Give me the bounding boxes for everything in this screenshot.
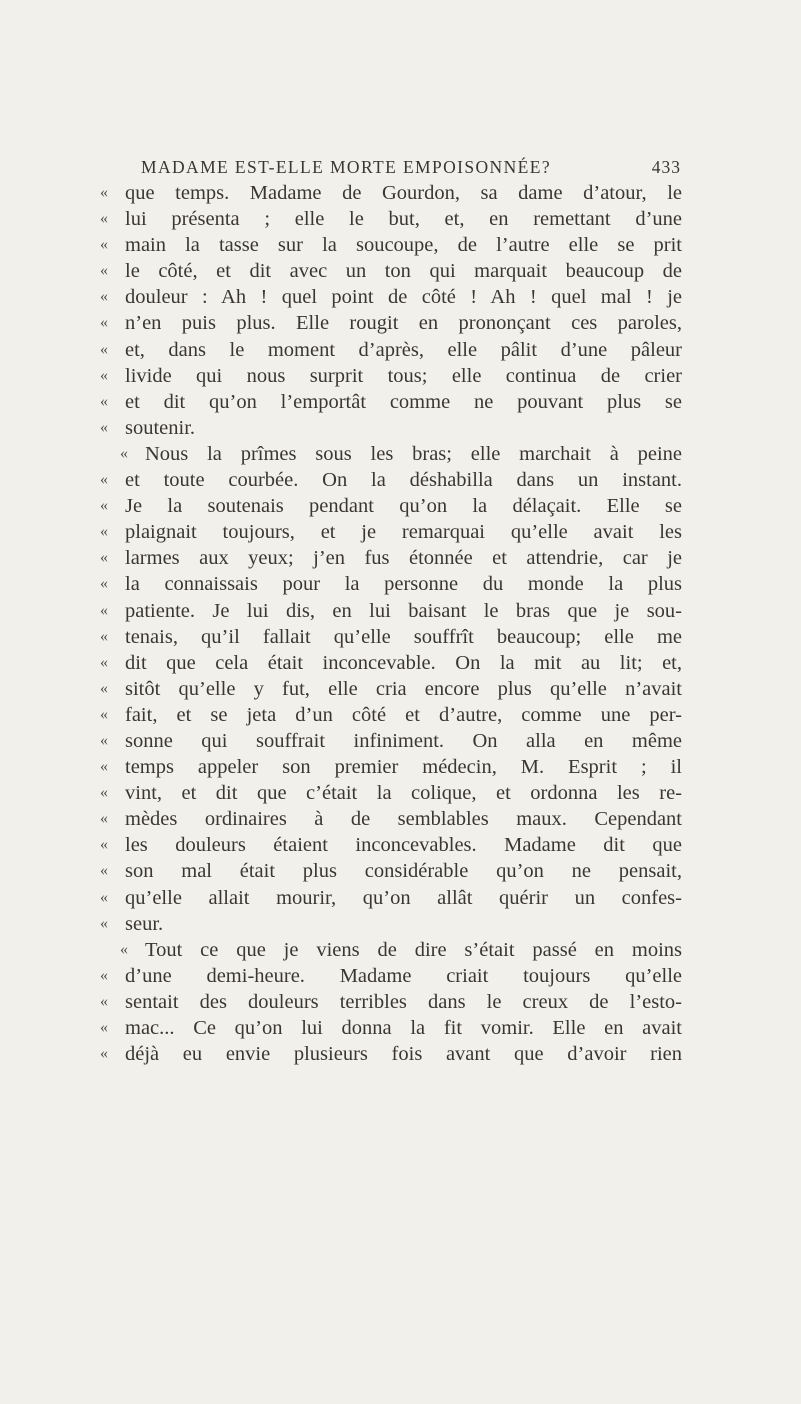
text-line: [100, 832, 682, 858]
line-text: Nous la prîmes sous les bras; elle marchait à peine: [145, 442, 682, 465]
line-text: et, dans le moment d’après, elle pâlit d’une pâleur: [125, 338, 682, 361]
text-line: [100, 989, 682, 1015]
text-line: [100, 937, 682, 963]
guillemet-mark: «: [100, 601, 108, 619]
guillemet-mark: «: [100, 914, 108, 932]
text-line: [100, 467, 682, 493]
line-text: sentait des douleurs terribles dans le creux de l’esto-: [125, 990, 682, 1013]
line-text: et dit qu’on l’emportât comme ne pouvant plus se: [125, 390, 682, 413]
text-line: [100, 963, 682, 989]
guillemet-mark: «: [100, 1045, 108, 1063]
guillemet-mark: «: [100, 497, 108, 515]
text-line: [100, 310, 682, 336]
guillemet-mark: «: [100, 549, 108, 567]
running-head: [141, 157, 681, 181]
guillemet-mark: «: [100, 966, 108, 984]
text-line: [100, 650, 682, 676]
text-line: [100, 754, 682, 780]
text-line: [100, 363, 682, 389]
text-line: [100, 858, 682, 884]
guillemet-mark: «: [100, 288, 108, 306]
line-text: n’en puis plus. Elle rougit en prononçant ces paroles,: [125, 312, 682, 335]
text-line: [100, 571, 682, 597]
line-text: que temps. Madame de Gourdon, sa dame d’atour, le: [125, 182, 682, 204]
text-line: [100, 624, 682, 650]
page-number: 433: [651, 157, 681, 177]
text-line: [100, 337, 682, 363]
line-text: d’une demi-heure. Madame criait toujours qu’elle: [125, 964, 682, 987]
guillemet-mark: «: [100, 758, 108, 776]
line-text: qu’elle allait mourir, qu’on allât quérir un confes-: [125, 886, 682, 909]
line-text: mac... Ce qu’on lui donna la fit vomir. Elle en avait: [125, 1017, 682, 1039]
line-text: tenais, qu’il fallait qu’elle souffrît beaucoup; elle me: [125, 625, 682, 648]
guillemet-mark: «: [100, 471, 108, 489]
running-title: MADAME EST-ELLE MORTE EMPOISONNÉE?: [141, 157, 551, 177]
text-line: [100, 598, 682, 624]
guillemet-mark: «: [100, 836, 108, 854]
guillemet-mark: «: [100, 731, 108, 749]
text-line: [100, 676, 682, 702]
guillemet-mark: «: [100, 992, 108, 1010]
text-line: [100, 545, 682, 571]
guillemet-mark: «: [100, 366, 108, 384]
guillemet-mark: «: [100, 784, 108, 802]
guillemet-mark: «: [100, 210, 108, 228]
text-line: [100, 911, 682, 937]
guillemet-mark: «: [100, 705, 108, 723]
line-text: mèdes ordinaires à de semblables maux. Cependant: [125, 808, 682, 831]
text-line: [100, 728, 682, 754]
text-line: [100, 885, 682, 911]
guillemet-mark: «: [100, 523, 108, 541]
line-text: Je la soutenais pendant qu’on la délaçait. Elle se: [125, 495, 682, 518]
guillemet-mark: «: [100, 314, 108, 332]
text-line: [100, 180, 682, 206]
line-text: Tout ce que je viens de dire s’était passé en moins: [145, 938, 682, 961]
line-text: main la tasse sur la soucoupe, de l’autre elle se prit: [125, 234, 682, 257]
text-line: [100, 284, 682, 310]
guillemet-mark: «: [100, 653, 108, 671]
text-line: [100, 493, 682, 519]
line-text: sitôt qu’elle y fut, elle cria encore plus qu’elle n’avait: [125, 677, 682, 700]
line-text: livide qui nous surprit tous; elle continua de crier: [125, 364, 682, 387]
line-text: vint, et dit que c’était la colique, et ordonna les re-: [125, 782, 682, 805]
line-text: le côté, et dit avec un ton qui marquait beaucoup de: [125, 260, 682, 283]
line-text: seur.: [125, 912, 164, 935]
text-line: [100, 389, 682, 415]
text-line: [100, 1041, 682, 1067]
text-line: [100, 441, 682, 467]
guillemet-mark: «: [100, 340, 108, 358]
line-text: les douleurs étaient inconcevables. Madame dit que: [125, 834, 682, 857]
guillemet-mark: «: [100, 1019, 108, 1036]
text-line: [100, 702, 682, 728]
line-text: dit que cela était inconcevable. On la mit au lit; et,: [125, 651, 682, 674]
line-text: fait, et se jeta d’un côté et d’autre, comme une per-: [125, 703, 682, 726]
line-text: larmes aux yeux; j’en fus étonnée et attendrie, car je: [125, 547, 682, 570]
line-text: déjà eu envie plusieurs fois avant que d’avoir rien: [125, 1043, 682, 1066]
line-text: sonne qui souffrait infiniment. On alla en même: [125, 729, 682, 752]
guillemet-mark: «: [100, 575, 108, 593]
guillemet-mark: «: [100, 810, 108, 828]
line-text: soutenir.: [125, 416, 196, 439]
guillemet-mark: «: [100, 627, 108, 645]
body-text: [100, 180, 682, 1067]
text-line: [100, 232, 682, 258]
text-line: [100, 1015, 682, 1041]
line-text: et toute courbée. On la déshabilla dans un instant.: [125, 469, 682, 492]
text-line: [100, 519, 682, 545]
text-line: [100, 206, 682, 232]
text-line: [100, 780, 682, 806]
line-text: lui présenta ; elle le but, et, en remettant d’une: [125, 208, 682, 231]
text-line: [100, 258, 682, 284]
text-line: [100, 806, 682, 832]
line-text: la connaissais pour la personne du monde la plus: [125, 573, 682, 596]
guillemet-mark: «: [100, 236, 108, 254]
text-line: [100, 415, 682, 441]
guillemet-mark: «: [100, 888, 108, 906]
line-text: douleur : Ah ! quel point de côté ! Ah ! quel mal ! je: [125, 286, 682, 309]
guillemet-mark: «: [120, 444, 128, 462]
line-text: patiente. Je lui dis, en lui baisant le bras que je sou-: [125, 599, 682, 622]
guillemet-mark: «: [100, 679, 108, 697]
guillemet-mark: «: [100, 262, 108, 280]
guillemet-mark: «: [100, 392, 108, 410]
line-text: son mal était plus considérable qu’on ne pensait,: [125, 860, 682, 883]
guillemet-mark: «: [100, 862, 108, 880]
guillemet-mark: «: [120, 940, 128, 958]
line-text: temps appeler son premier médecin, M. Esprit ; il: [125, 756, 682, 779]
line-text: plaignait toujours, et je remarquai qu’elle avait les: [125, 521, 682, 544]
guillemet-mark: «: [100, 184, 108, 201]
guillemet-mark: «: [100, 418, 108, 436]
